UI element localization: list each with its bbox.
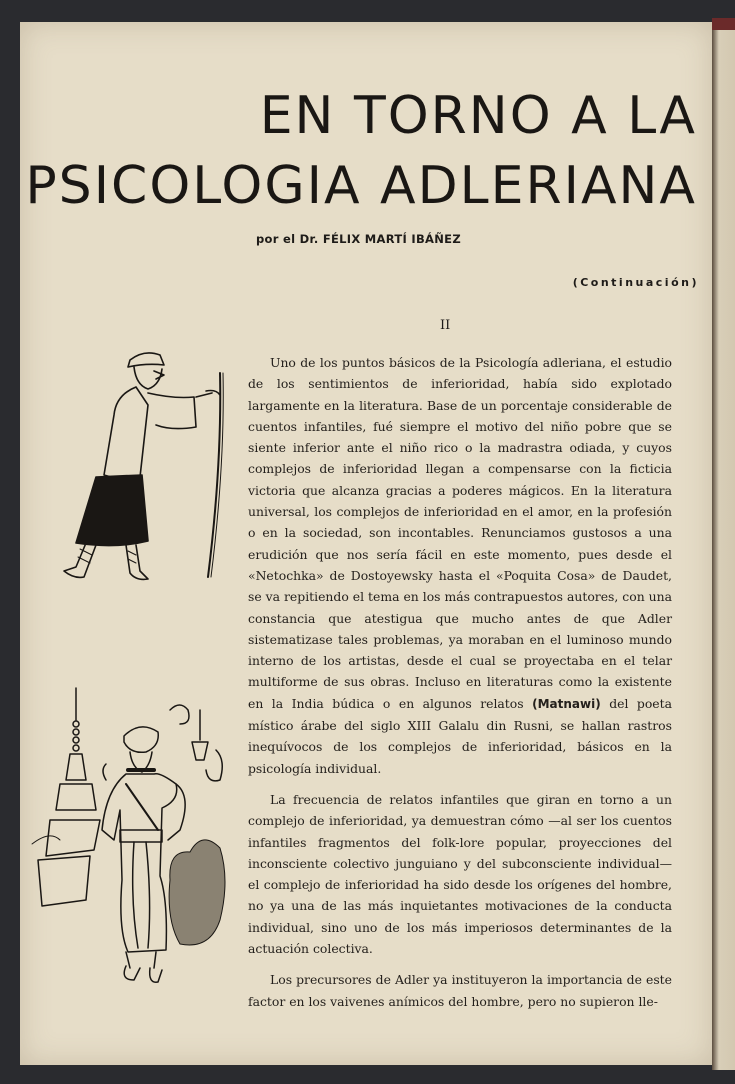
turbaned-figure-illustration [30, 680, 230, 1000]
paragraph-1-part-b: del poeta místico árabe del siglo XIII Galalu din Rusni, se hallan rastros inequívocos de los complejos de inferioridad, básicos en la psicología individual. [248, 695, 672, 776]
paragraph-1-part-a: Uno de los puntos básicos de la Psicología adleriana, el estudio de los sentimientos de inferioridad, había sido explotado largamente en la literatura. Base de un porcentaje considerable de cuentos infantiles, fué siempre el motivo del niño pobre que se siente inferior ante el niño rico o la madrastra odiada, y cuyos complejos de inferioridad llegan a compensarse con la ficticia victoria que alcanza gracias a poderes mágicos. En la literatura universal, los complejos de inferioridad en el amor, en la profesión o en la sociedad, son incontables. Renunciamos gustosos a una erudición que nos sería fácil en este momento, pues desde el «Netochka» de Dostoyewsky hasta el «Poquita Cosa» de Daudet, se va repitiendo el tema en los más contrapuestos autores, con una constancia que atestigua que mucho antes de que Adler sistematizase tales problemas, ya moraban en el luminoso mundo interno de los artistas, desde el cual se proyectaba en el telar multiforme de sus obras. Incluso en literaturas como la existente en la India búdica o en algunos relatos [248, 355, 672, 711]
adjacent-page-edge [712, 30, 735, 1070]
walking-man-illustration [56, 345, 236, 590]
paragraph-3: Los precursores de Adler ya instituyeron la importancia de este factor en los vaivenes anímicos del hombre, pero no supieron lle- [248, 972, 672, 1009]
article-title-line-2: PSICOLOGIA ADLERIANA [25, 156, 697, 216]
matnawi-bold: (Matnawi) [532, 696, 601, 711]
byline-prefix: por el Dr. [256, 232, 323, 246]
continuation-label: (Continuación) [572, 276, 699, 289]
article-body [248, 352, 672, 1022]
article-title-line-1: EN TORNO A LA [259, 86, 697, 146]
byline-author: FÉLIX MARTÍ IBÁÑEZ [322, 232, 461, 246]
paragraph-1 [248, 352, 672, 779]
byline [256, 232, 461, 246]
section-number: II [440, 318, 451, 333]
paragraph-2: La frecuencia de relatos infantiles que giran en torno a un complejo de inferioridad, ya demuestran cómo —al ser los cuentos infantiles fragmentos del folk-lore popular, proyecciones del inconsciente colectivo junguiano y del subconsciente individual— el complejo de inferioridad ha sido desde los orígenes del hombre, no ya una de las más inquietantes motivaciones de la conducta individual, sino uno de los más imperiosos determinantes de la actuación colectiva. [248, 791, 672, 957]
